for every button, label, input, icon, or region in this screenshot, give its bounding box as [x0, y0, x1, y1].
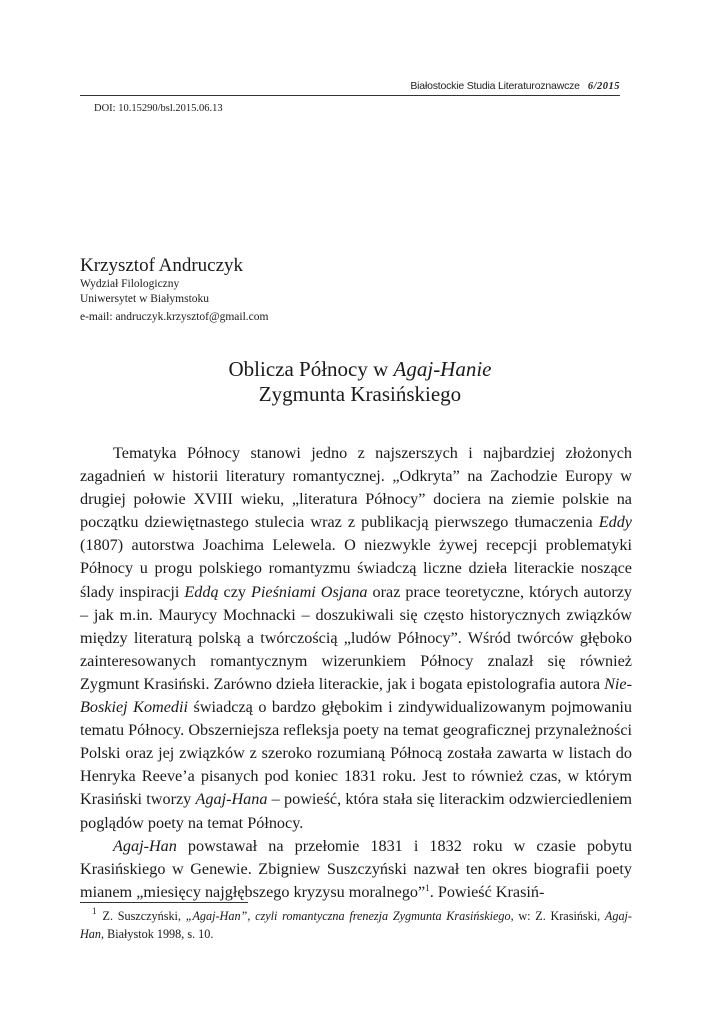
running-header — [410, 80, 620, 92]
footnote: $^1$ Z. Suszczyński, „Agaj-Han”, czyli romantyczna frenezja Zygmunta Krasińskiego, w: Z. Krasiński, Agaj-Han, Białystok 1998, s. 10. — [80, 906, 632, 941]
doi: DOI: 10.15290/bsl.2015.06.13 — [94, 103, 223, 114]
header-rule — [80, 95, 620, 96]
title-line-1: Oblicza Północy w Agaj-Hanie — [228, 357, 492, 381]
author-block — [80, 255, 268, 325]
author-name: Krzysztof Andruczyk — [80, 255, 244, 276]
author-department: Wydział Filologiczny — [80, 278, 180, 290]
footnote-number: 1 — [92, 906, 97, 916]
issue-number: 6/2015 — [587, 81, 620, 92]
footnote-rule — [80, 902, 248, 903]
author-university: Uniwersytet w Białymstoku — [80, 293, 210, 305]
paragraph-1: Tematyka Północy stanowi jedno z najszerszych i najbardziej złożonych zagadnień w historii literatury romantycznej. „Odkryta” na Zachodzie Europy w drugiej połowie XVIII wieku, „literatura Północy” dociera na ziemie polskie na początku dziewiętnastego stulecia wraz z publikacją pierwszego tłumaczenia Eddy (1807) autorstwa Joachima Lelewela. O niezwykle żywej recepcji problematyki Północy u progu polskiego romantyzmu świadczą liczne dzieła literackie noszące ślady inspiracji Eddą czy Pieśniami Osjana oraz prace teoretyczne, których autorzy – jak m.in. Maurycy Mochnacki – doszukiwali się często historycznych związków między literaturą polską a twórczością „ludów Północy”. Wśród twórców głęboko zainteresowanych romantycznym wizerunkiem Północy znalazł się również Zygmunt Krasiński. Zarówno dzieła literackie, jak i bogata epistolografia autora Nie-Boskiej Komedii świadczą o bardzo głębokim i zindywidualizowanym pojmowaniu tematu Północy. Obszerniejsza refleksja poety na temat geograficznej przynależności Polski oraz jej związków z szeroko rozumianą Północą została zawarta w listach do Henryka Reeve’a pisanych pod koniec 1831 roku. Jest to również czas, w którym Krasiński tworzy Agaj-Hana – powieść, która stała się literackim odzwierciedleniem poglądów poety na temat Północy. — [80, 444, 633, 832]
title-line-2: Zygmunta Krasińskiego — [258, 382, 462, 406]
body-text — [80, 442, 632, 904]
journal-name: Białostockie Studia Literaturoznawcze — [410, 80, 580, 92]
author-email: e-mail: andruczyk.krzysztof@gmail.com — [80, 311, 269, 323]
paragraph-2: Agaj-Han powstawał na przełomie 1831 i 1832 roku w czasie pobytu Krasińskiego w Genewie. Zbigniew Suszczyński nazwał ten okres biografii poety mianem „miesięcy najgłębszego kryzysu moralnego”$^1$. Powieść Krasiń- — [80, 836, 632, 901]
article-title — [80, 357, 640, 407]
footnote-ref[interactable]: 1 — [425, 882, 430, 893]
